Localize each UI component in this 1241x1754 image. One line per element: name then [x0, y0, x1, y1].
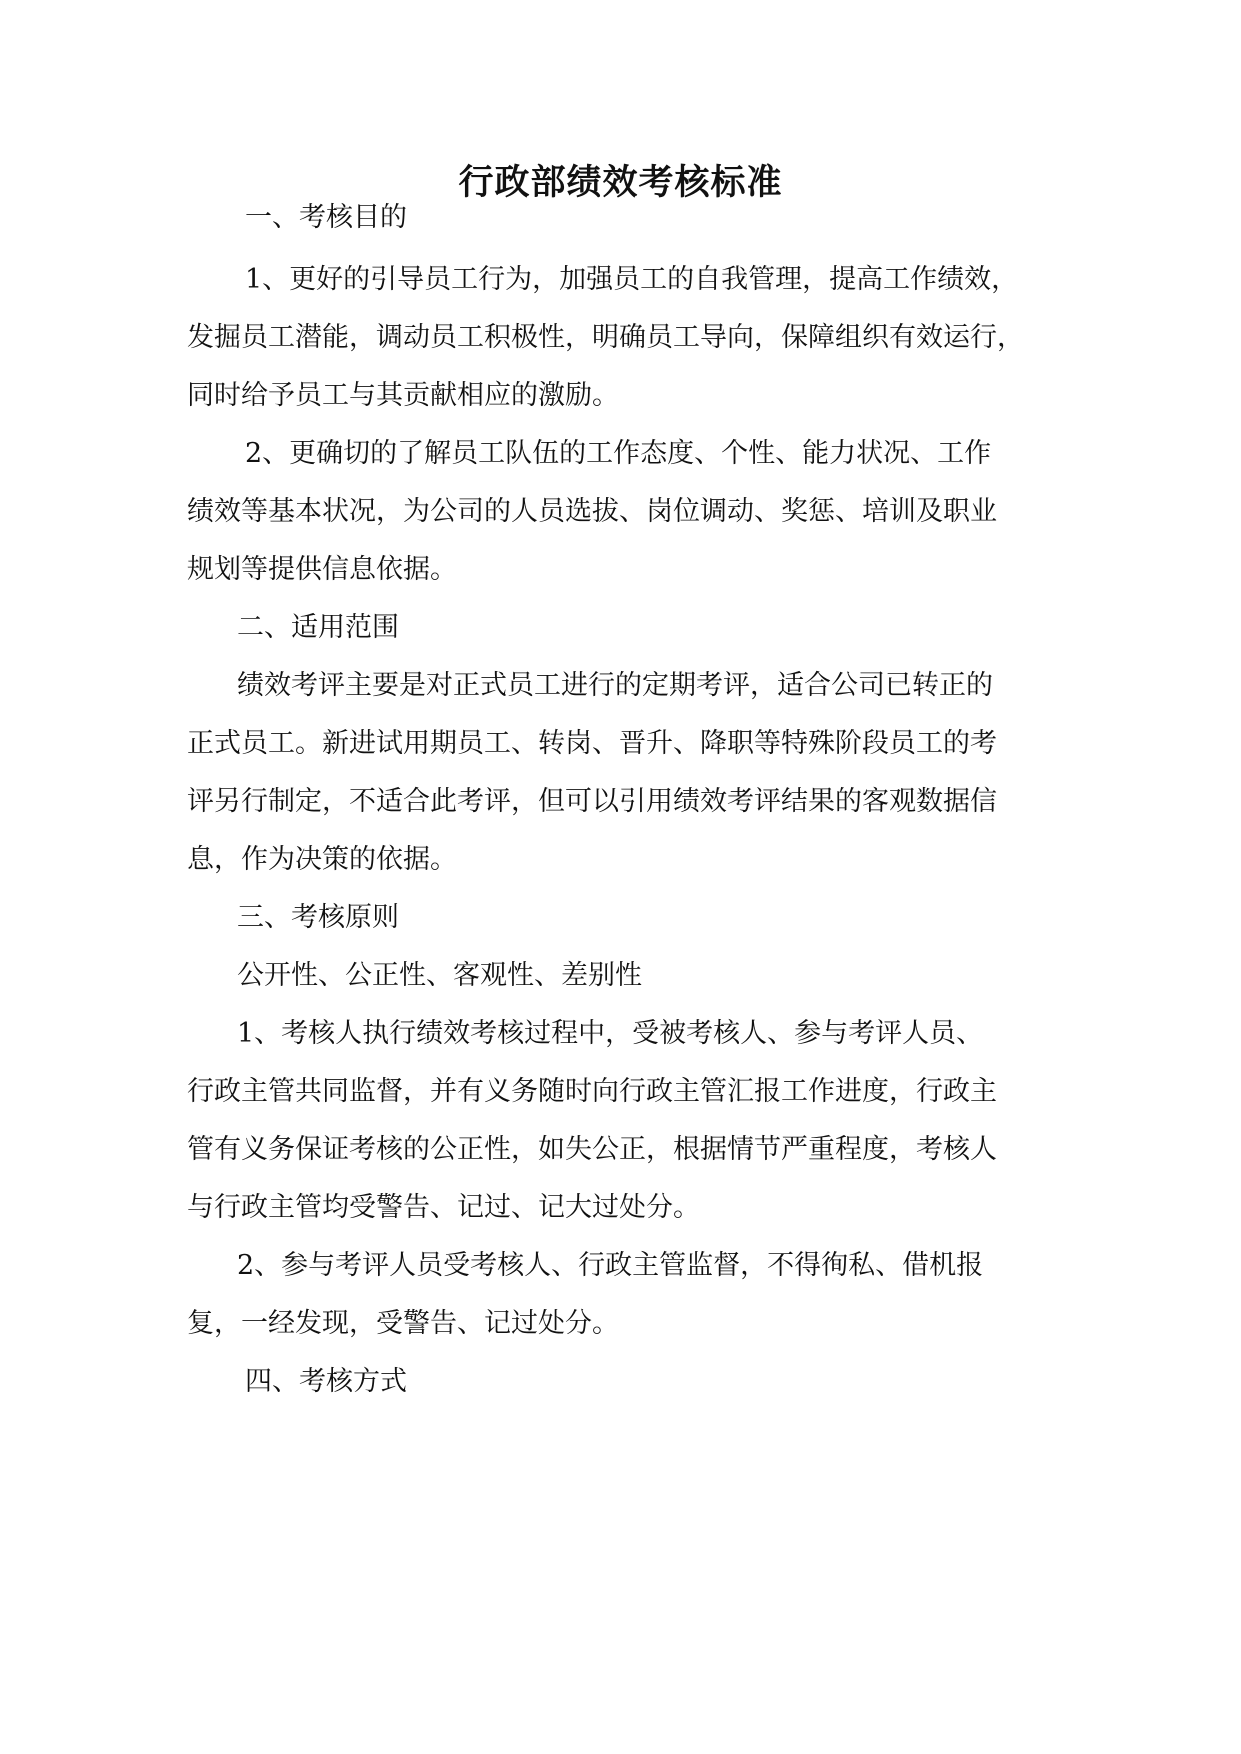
paragraph-line: 评另行制定，不适合此考评，但可以引用绩效考评结果的客观数据信 [187, 786, 997, 817]
section-heading-1: 一、考核目的 [245, 202, 407, 233]
paragraph-line: 1、考核人执行绩效考核过程中，受被考核人、参与考评人员、 [237, 1018, 984, 1049]
paragraph-line: 与行政主管均受警告、记过、记大过处分。 [187, 1192, 700, 1223]
paragraph-line: 正式员工。新进试用期员工、转岗、晋升、降职等特殊阶段员工的考 [187, 728, 997, 759]
section-heading-2: 二、适用范围 [237, 612, 399, 643]
paragraph-line: 管有义务保证考核的公正性，如失公正，根据情节严重程度，考核人 [187, 1134, 997, 1165]
paragraph-line: 发掘员工潜能，调动员工积极性，明确员工导向，保障组织有效运行， [187, 322, 1024, 353]
paragraph-line: 公开性、公正性、客观性、差别性 [237, 960, 642, 991]
paragraph-line: 行政主管共同监督，并有义务随时向行政主管汇报工作进度，行政主 [187, 1076, 997, 1107]
paragraph-line: 2、更确切的了解员工队伍的工作态度、个性、能力状况、工作 [245, 438, 992, 469]
paragraph-line: 2、参与考评人员受考核人、行政主管监督，不得徇私、借机报 [237, 1250, 984, 1281]
paragraph-line: 息，作为决策的依据。 [187, 844, 457, 875]
paragraph-line: 1、更好的引导员工行为，加强员工的自我管理，提高工作绩效， [245, 264, 1019, 295]
paragraph-line: 复，一经发现，受警告、记过处分。 [187, 1308, 619, 1339]
paragraph-line: 绩效考评主要是对正式员工进行的定期考评，适合公司已转正的 [237, 670, 993, 701]
paragraph-line: 绩效等基本状况，为公司的人员选拔、岗位调动、奖惩、培训及职业 [187, 496, 997, 527]
section-heading-4: 四、考核方式 [245, 1366, 407, 1397]
section-heading-3: 三、考核原则 [237, 902, 399, 933]
paragraph-line: 同时给予员工与其贡献相应的激励。 [187, 380, 619, 411]
paragraph-line: 规划等提供信息依据。 [187, 554, 457, 585]
page-title: 行政部绩效考核标准 [458, 162, 783, 203]
